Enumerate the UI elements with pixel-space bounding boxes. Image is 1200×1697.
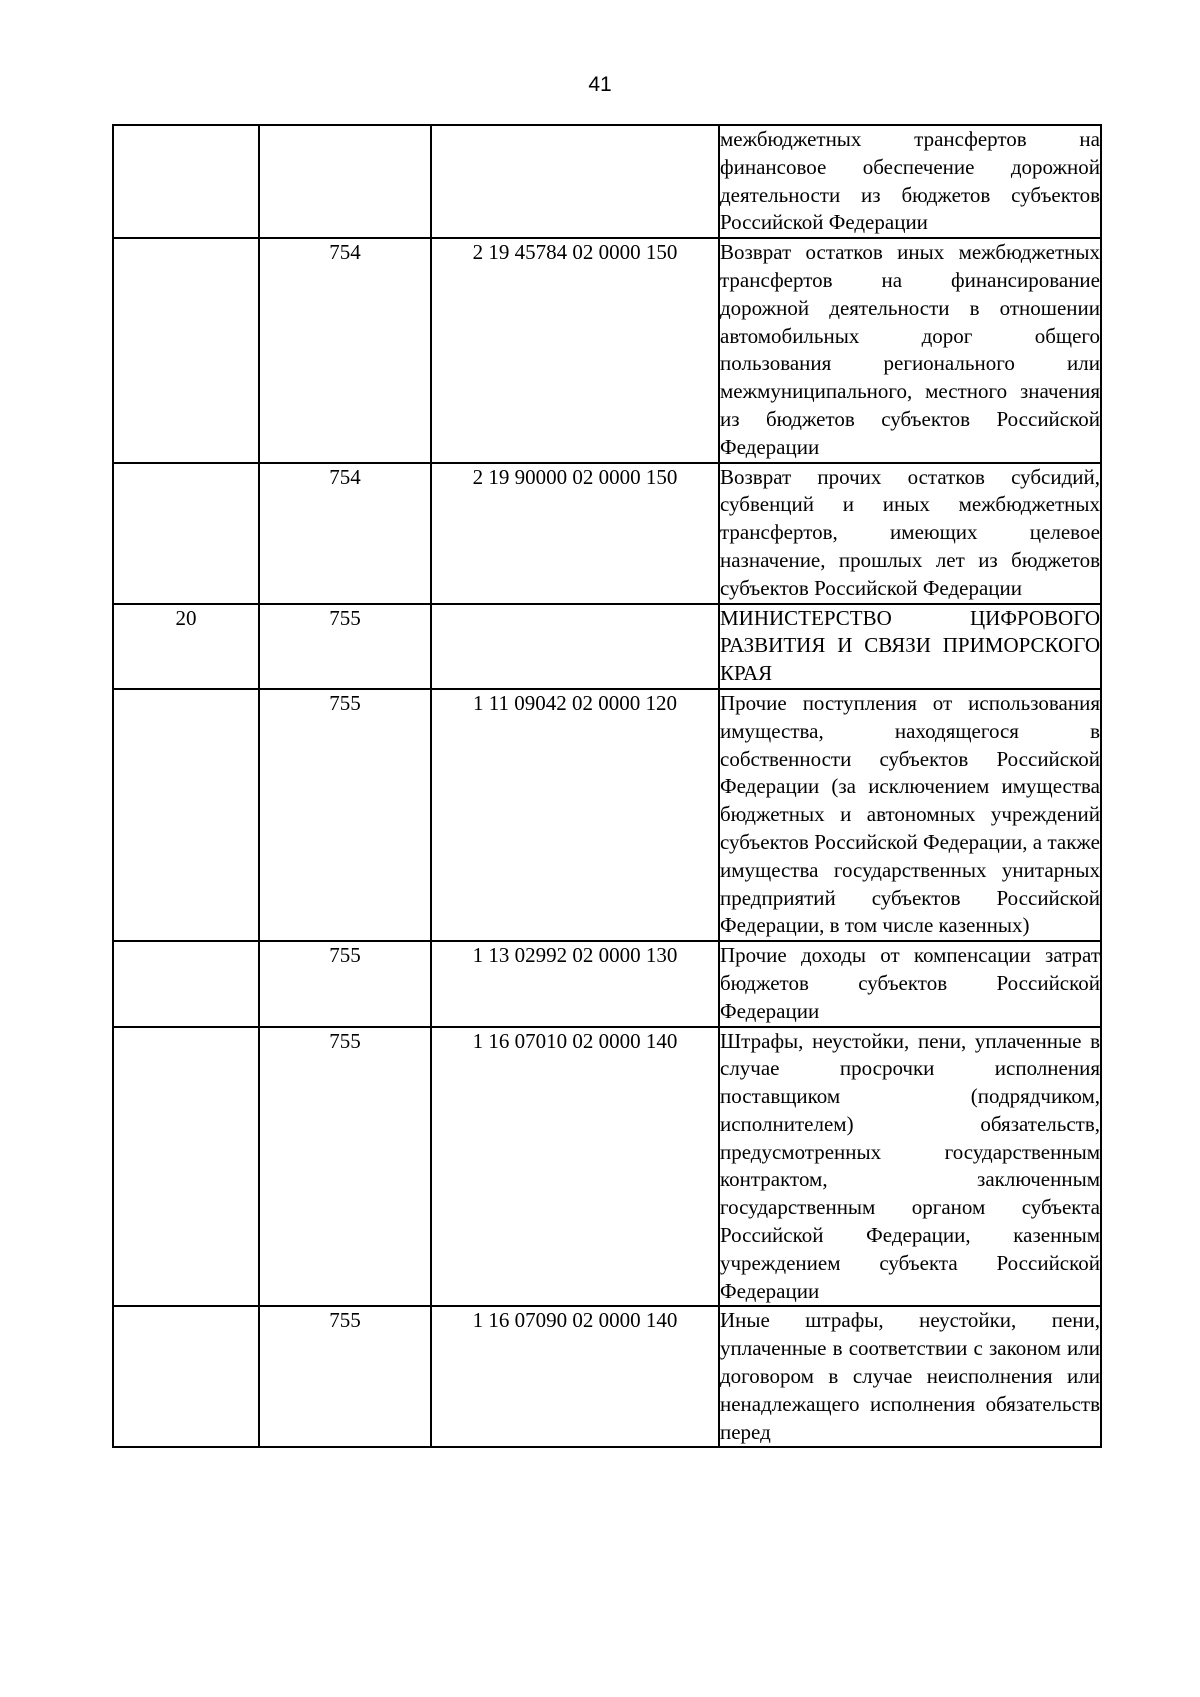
- administrator-code-cell: 755: [259, 1027, 431, 1307]
- table-row: [113, 238, 1101, 462]
- row-number-cell: [113, 125, 259, 238]
- description-cell: Возврат прочих остатков субсидий, субвенций и иных межбюджетных трансфертов, имеющих целевое назначение, прошлых лет из бюджетов субъектов Российской Федерации: [719, 463, 1101, 604]
- revenue-code-cell: 1 13 02992 02 0000 130: [431, 941, 719, 1026]
- description-cell: Прочие поступления от использования имущества, находящегося в собственности субъектов Российской Федерации (за исключением имущества бюджетных и автономных учреждений субъектов Российской Федерации, а также имущества государственных унитарных предприятий субъектов Российской Федерации, в том числе казенных): [719, 689, 1101, 941]
- revenue-code-cell: [431, 604, 719, 689]
- table-row: [113, 689, 1101, 941]
- administrator-code-cell: [259, 125, 431, 238]
- row-number-cell: [113, 463, 259, 604]
- administrator-code-cell: 754: [259, 238, 431, 462]
- row-number-cell: [113, 1306, 259, 1447]
- table-row: [113, 604, 1101, 689]
- row-number-cell: [113, 1027, 259, 1307]
- revenue-code-cell: 2 19 90000 02 0000 150: [431, 463, 719, 604]
- description-cell: Прочие доходы от компенсации затрат бюджетов субъектов Российской Федерации: [719, 941, 1101, 1026]
- row-number-cell: [113, 941, 259, 1026]
- description-cell: межбюджетных трансфертов на финансовое обеспечение дорожной деятельности из бюджетов субъектов Российской Федерации: [719, 125, 1101, 238]
- description-cell: Иные штрафы, неустойки, пени, уплаченные в соответствии с законом или договором в случае неисполнения или ненадлежащего исполнения обязательств перед: [719, 1306, 1101, 1447]
- row-number-cell: [113, 238, 259, 462]
- administrator-code-cell: 755: [259, 1306, 431, 1447]
- administrator-code-cell: 755: [259, 941, 431, 1026]
- description-cell: Штрафы, неустойки, пени, уплаченные в случае просрочки исполнения поставщиком (подрядчиком, исполнителем) обязательств, предусмотренных государственным контрактом, заключенным государственным органом субъекта Российской Федерации, казенным учреждением субъекта Российской Федерации: [719, 1027, 1101, 1307]
- table-row: [113, 463, 1101, 604]
- table-row: [113, 1306, 1101, 1447]
- administrator-code-cell: 755: [259, 689, 431, 941]
- table-row: [113, 125, 1101, 238]
- row-number-cell: 20: [113, 604, 259, 689]
- revenue-codes-table: [112, 124, 1102, 1448]
- administrator-code-cell: 755: [259, 604, 431, 689]
- description-cell: МИНИСТЕРСТВО ЦИФРОВОГО РАЗВИТИЯ И СВЯЗИ ПРИМОРСКОГО КРАЯ: [719, 604, 1101, 689]
- administrator-code-cell: 754: [259, 463, 431, 604]
- row-number-cell: [113, 689, 259, 941]
- page-number: 41: [588, 73, 612, 96]
- revenue-code-cell: 1 16 07010 02 0000 140: [431, 1027, 719, 1307]
- revenue-code-cell: [431, 125, 719, 238]
- table-body: [113, 125, 1101, 1447]
- revenue-code-cell: 2 19 45784 02 0000 150: [431, 238, 719, 462]
- revenue-code-cell: 1 16 07090 02 0000 140: [431, 1306, 719, 1447]
- table-row: [113, 1027, 1101, 1307]
- table-row: [113, 941, 1101, 1026]
- description-cell: Возврат остатков иных межбюджетных трансфертов на финансирование дорожной деятельности в отношении автомобильных дорог общего пользования регионального или межмуниципального, местного значения из бюджетов субъектов Российской Федерации: [719, 238, 1101, 462]
- revenue-code-cell: 1 11 09042 02 0000 120: [431, 689, 719, 941]
